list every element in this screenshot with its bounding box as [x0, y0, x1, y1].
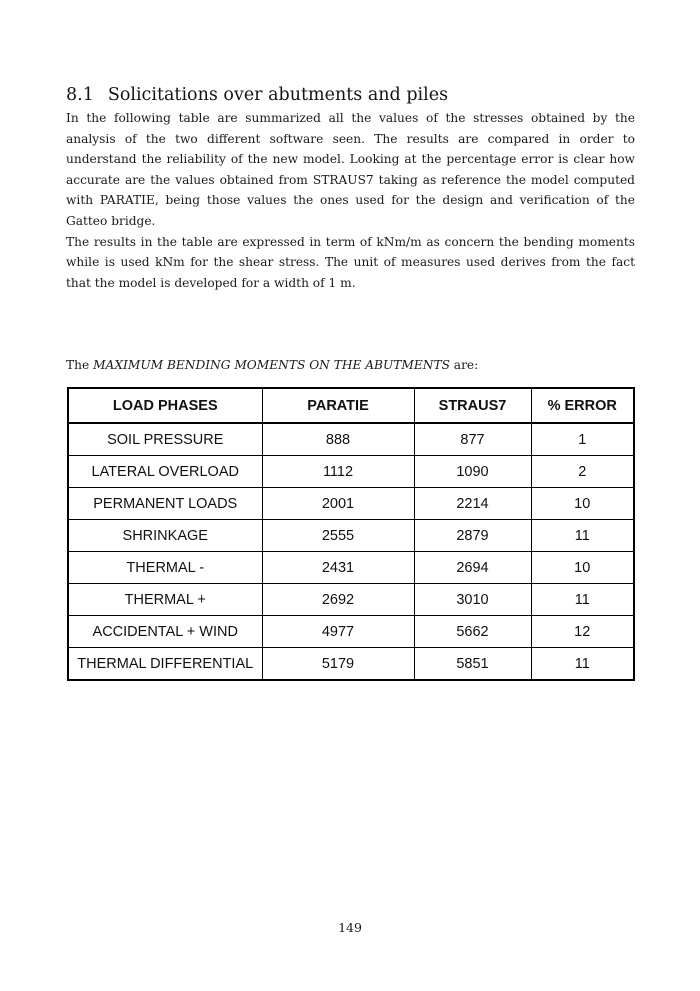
value-cell: 2694: [414, 552, 531, 584]
value-cell: 888: [262, 423, 414, 456]
table-header-row: [68, 388, 634, 423]
table-intro: [66, 355, 635, 376]
load-phase-cell: THERMAL +: [68, 584, 262, 616]
table-row: [68, 616, 634, 648]
value-cell: 4977: [262, 616, 414, 648]
section-title: Solicitations over abutments and piles: [107, 85, 449, 105]
value-cell: 1090: [414, 456, 531, 488]
results-table: [67, 387, 635, 681]
value-cell: 2001: [262, 488, 414, 520]
value-cell: 1: [531, 423, 634, 456]
value-cell: 2692: [262, 584, 414, 616]
page-number: 149: [338, 920, 362, 935]
table-row: [68, 584, 634, 616]
value-cell: 877: [414, 423, 531, 456]
value-cell: 3010: [414, 584, 531, 616]
table-row: [68, 552, 634, 584]
value-cell: 5851: [414, 648, 531, 681]
value-cell: 5662: [414, 616, 531, 648]
value-cell: 11: [531, 648, 634, 681]
section-number: 8.1: [66, 85, 94, 105]
table-row: [68, 488, 634, 520]
column-header-error: % ERROR: [531, 388, 634, 423]
table-row: [68, 648, 634, 681]
units-paragraph: The results in the table are expressed in term of kNm/m as concern the bending moments while is used kNm for the shear stress. The unit of measures used derives from the fact that the model is developed for a width of 1 m.: [66, 234, 635, 290]
value-cell: 5179: [262, 648, 414, 681]
value-cell: 2879: [414, 520, 531, 552]
column-header-load-phases: LOAD PHASES: [68, 388, 262, 423]
value-cell: 2214: [414, 488, 531, 520]
section-heading: [66, 82, 635, 108]
load-phase-cell: SOIL PRESSURE: [68, 423, 262, 456]
value-cell: 11: [531, 520, 634, 552]
table-row: [68, 423, 634, 456]
value-cell: 12: [531, 616, 634, 648]
intro-paragraph: In the following table are summarized all the values of the stresses obtained by the analysis of the two different software seen. The results are compared in order to understand the reliability of the new model. Looking at the percentage error is clear how accurate are the values obtained from STRAUS7 taking as reference the model computed with PARATIE, being those values the ones used for the design and verification of the Gatteo bridge.: [66, 111, 635, 228]
load-phase-cell: ACCIDENTAL + WIND: [68, 616, 262, 648]
value-cell: 2431: [262, 552, 414, 584]
value-cell: 2555: [262, 520, 414, 552]
load-phase-cell: LATERAL OVERLOAD: [68, 456, 262, 488]
table-row: [68, 456, 634, 488]
document-page: [66, 0, 635, 681]
table-intro-suffix: are:: [449, 358, 479, 373]
table-intro-emphasis: MAXIMUM BENDING MOMENTS ON THE ABUTMENTS: [93, 358, 450, 373]
load-phase-cell: THERMAL -: [68, 552, 262, 584]
column-header-paratie: PARATIE: [262, 388, 414, 423]
table-row: [68, 520, 634, 552]
load-phase-cell: SHRINKAGE: [68, 520, 262, 552]
table-body: [68, 423, 634, 680]
load-phase-cell: THERMAL DIFFERENTIAL: [68, 648, 262, 681]
value-cell: 11: [531, 584, 634, 616]
column-header-straus7: STRAUS7: [414, 388, 531, 423]
table-intro-prefix: The: [66, 358, 94, 373]
value-cell: 10: [531, 488, 634, 520]
value-cell: 1112: [262, 456, 414, 488]
value-cell: 2: [531, 456, 634, 488]
value-cell: 10: [531, 552, 634, 584]
load-phase-cell: PERMANENT LOADS: [68, 488, 262, 520]
